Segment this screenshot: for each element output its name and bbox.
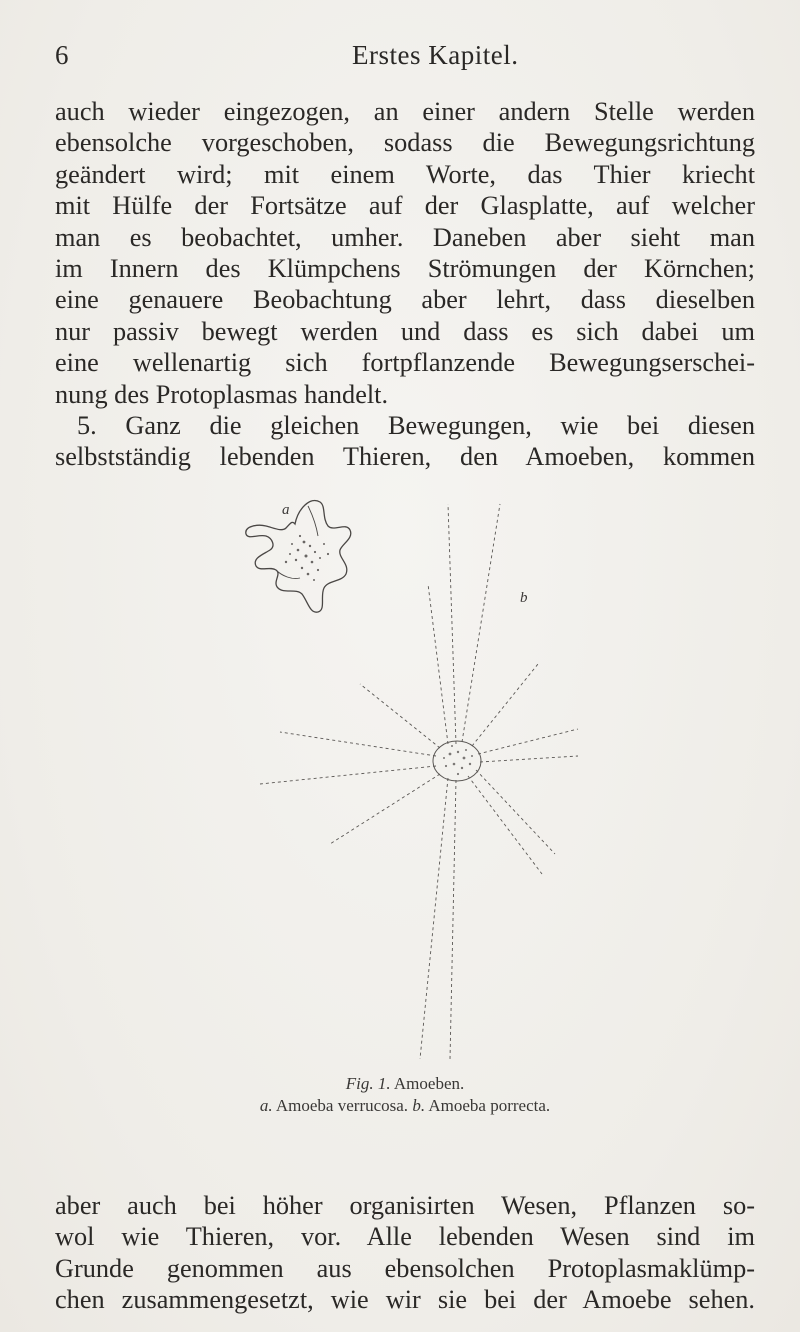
figure-caption [55,1074,755,1094]
text-line: nur passiv bewegt werden und dass es sich dabei um [55,316,755,346]
subcaption-name-b: Amoeba porrecta. [428,1096,551,1115]
figure-subcaption [55,1096,755,1116]
text-line: aber auch bei höher organisirten Wesen, Pflanzen so- [55,1191,755,1220]
text-line: wol wie Thieren, vor. Alle lebenden Wesen sind im [55,1222,755,1252]
text-line: nung des Protoplasmas handelt. [55,379,389,409]
figure-number: Fig. 1. [345,1074,391,1093]
subcaption-letter-b: b. [412,1096,426,1115]
amoeba-verrucosa-granules [285,535,329,581]
text-line: Grunde genommen aus ebensolchen Protoplasmaklümp- [55,1253,755,1283]
text-line: selbstständig lebenden Thieren, den Amoeben, kommen [55,442,755,472]
text-line: eine genauere Beobachtung aber lehrt, dass dieselben [55,285,755,315]
amoeba-porrecta-body [433,741,481,781]
body-text-bottom [55,1190,755,1316]
paragraph-start-line: 5. Ganz die gleichen Bewegungen, wie bei diesen [77,410,755,440]
chapter-title: Erstes Kapitel. [352,40,519,70]
amoeba-figure [200,484,600,1059]
text-line: chen zusammengesetzt, wie wir sie bei der Amoebe sehen. [55,1285,755,1315]
running-head [55,40,755,80]
subcaption-letter-a: a. [259,1096,273,1115]
page-number: 6 [55,40,69,70]
text-line: man es beobachtet, umher. Daneben aber sieht man [55,222,755,252]
text-line: im Innern des Klümpchens Strömungen der Körnchen; [55,253,755,283]
figure-title: Amoeben. [393,1074,465,1093]
figure-label-b: b [520,590,528,606]
figure-label-a: a [282,502,290,518]
text-line: auch wieder eingezogen, an einer andern Stelle werden [55,97,755,126]
text-line: ebensolche vorgeschoben, sodass die Bewegungsrichtung [55,128,755,158]
text-line: eine wellenartig sich fortpflanzende Bewegungserschei- [55,348,755,378]
amoeba-verrucosa-illustration [246,501,351,613]
subcaption-name-a: Amoeba verrucosa. [275,1096,409,1115]
text-line: geändert wird; mit einem Worte, das Thier kriecht [55,159,755,189]
body-text-top [55,96,755,473]
text-line: mit Hülfe der Fortsätze auf der Glasplatte, auf welcher [55,191,755,221]
amoeba-porrecta-illustration [260,504,578,1059]
